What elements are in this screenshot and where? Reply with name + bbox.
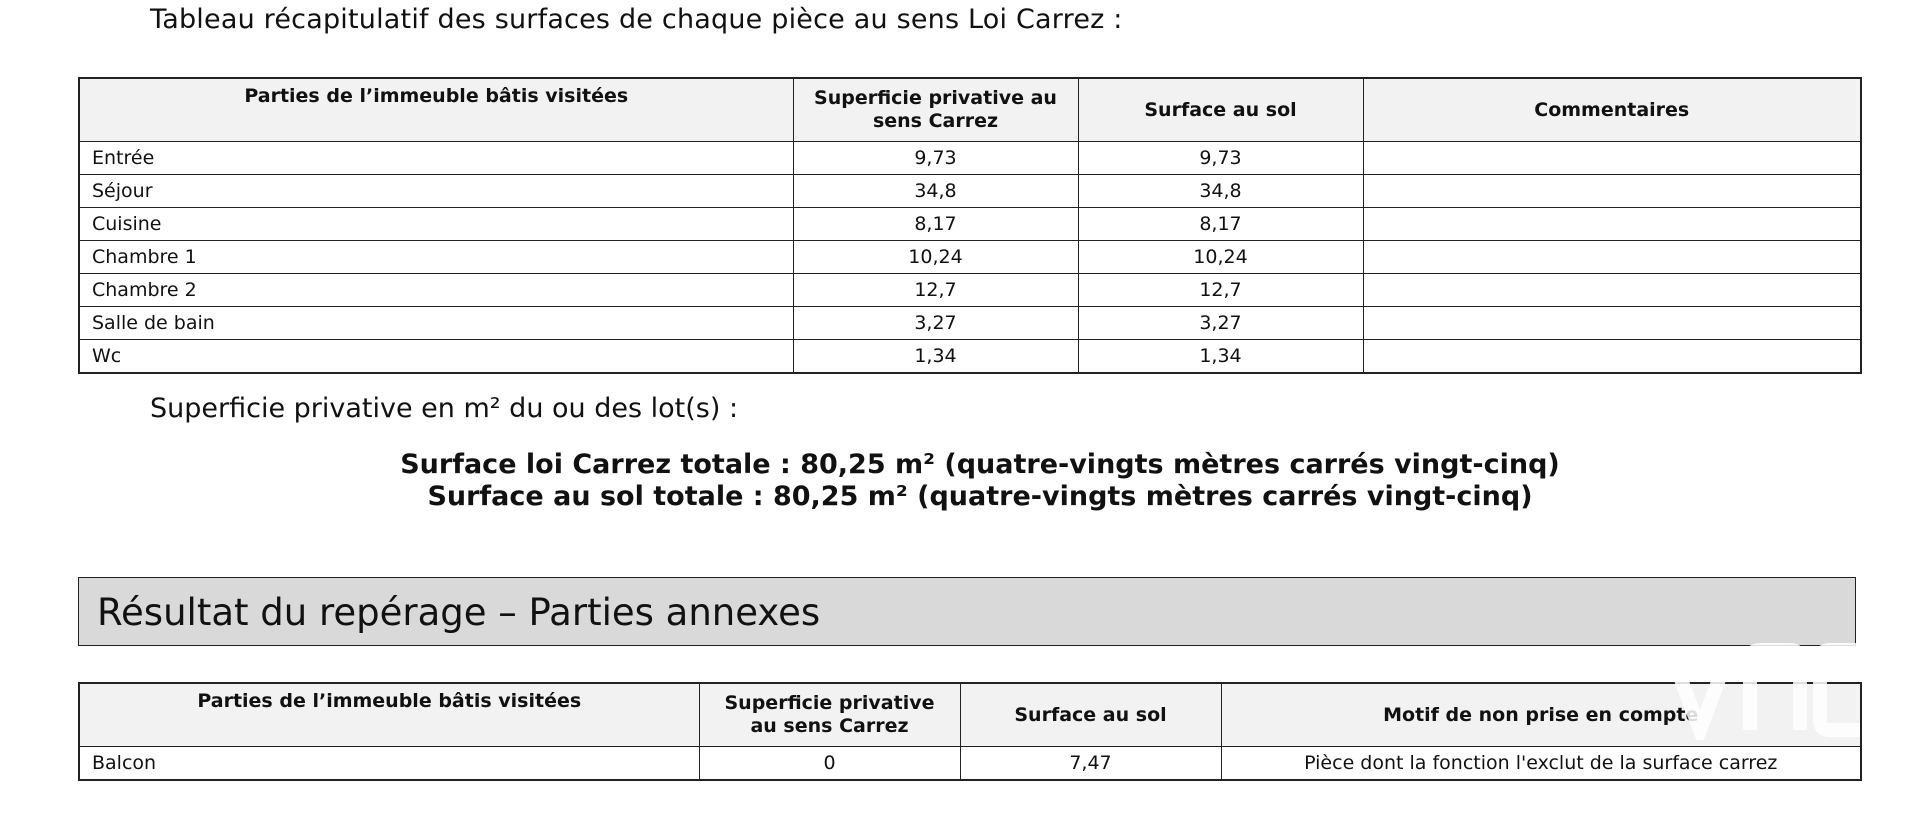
table-row	[79, 307, 1861, 340]
table-row	[79, 274, 1861, 307]
cell-carrez: 9,73	[793, 142, 1078, 175]
total-carrez: Surface loi Carrez totale : 80,25 m² (quatre-vingts mètres carrés vingt-cinq)	[400, 449, 1560, 480]
table-row	[79, 241, 1861, 274]
section-banner	[78, 577, 1856, 646]
cell-carrez: 1,34	[793, 340, 1078, 374]
loi-carrez-table	[78, 77, 1862, 374]
cell-carrez: 12,7	[793, 274, 1078, 307]
header-superficie-carrez: Superficie privative au sens Carrez	[699, 683, 960, 747]
cell-sol: 1,34	[1078, 340, 1363, 374]
cell-comment	[1363, 307, 1861, 340]
cell-sol: 10,24	[1078, 241, 1363, 274]
header-superficie-carrez: Superficie privative au sens Carrez	[793, 78, 1078, 142]
table-row	[79, 208, 1861, 241]
cell-carrez: 34,8	[793, 175, 1078, 208]
cell-comment	[1363, 175, 1861, 208]
intro-text: Tableau récapitulatif des surfaces de chaque pièce au sens Loi Carrez :	[150, 4, 1123, 35]
cell-sol: 34,8	[1078, 175, 1363, 208]
cell-sol: 9,73	[1078, 142, 1363, 175]
cell-piece: Chambre 2	[79, 274, 793, 307]
header-surface-sol: Surface au sol	[960, 683, 1221, 747]
cell-comment	[1363, 274, 1861, 307]
table-row	[79, 340, 1861, 374]
cell-motif: Pièce dont la fonction l'exclut de la surface carrez	[1221, 747, 1861, 781]
cell-piece: Balcon	[79, 747, 699, 781]
header-parties: Parties de l’immeuble bâtis visitées	[79, 683, 699, 747]
superficie-label: Superficie privative en m² du ou des lot(s) :	[150, 393, 739, 424]
header-surface-sol: Surface au sol	[1078, 78, 1363, 142]
cell-sol: 8,17	[1078, 208, 1363, 241]
cell-comment	[1363, 340, 1861, 374]
cell-sol: 3,27	[1078, 307, 1363, 340]
table-row	[79, 142, 1861, 175]
cell-piece: Entrée	[79, 142, 793, 175]
cell-carrez: 10,24	[793, 241, 1078, 274]
cell-carrez: 0	[699, 747, 960, 781]
cell-comment	[1363, 142, 1861, 175]
cell-piece: Séjour	[79, 175, 793, 208]
total-sol: Surface au sol totale : 80,25 m² (quatre-vingts mètres carrés vingt-cinq)	[427, 481, 1533, 512]
header-motif: Motif de non prise en compte	[1221, 683, 1861, 747]
table-header-row	[79, 78, 1861, 142]
section-title: Résultat du repérage – Parties annexes	[97, 591, 821, 634]
parties-annexes-table	[78, 682, 1862, 781]
table-row	[79, 175, 1861, 208]
cell-carrez: 3,27	[793, 307, 1078, 340]
table-header-row	[79, 683, 1861, 747]
cell-sol: 7,47	[960, 747, 1221, 781]
header-commentaires: Commentaires	[1363, 78, 1861, 142]
table-row	[79, 747, 1861, 781]
cell-comment	[1363, 208, 1861, 241]
cell-piece: Cuisine	[79, 208, 793, 241]
cell-piece: Chambre 1	[79, 241, 793, 274]
cell-piece: Salle de bain	[79, 307, 793, 340]
cell-carrez: 8,17	[793, 208, 1078, 241]
cell-sol: 12,7	[1078, 274, 1363, 307]
header-parties: Parties de l’immeuble bâtis visitées	[79, 78, 793, 142]
cell-piece: Wc	[79, 340, 793, 374]
cell-comment	[1363, 241, 1861, 274]
